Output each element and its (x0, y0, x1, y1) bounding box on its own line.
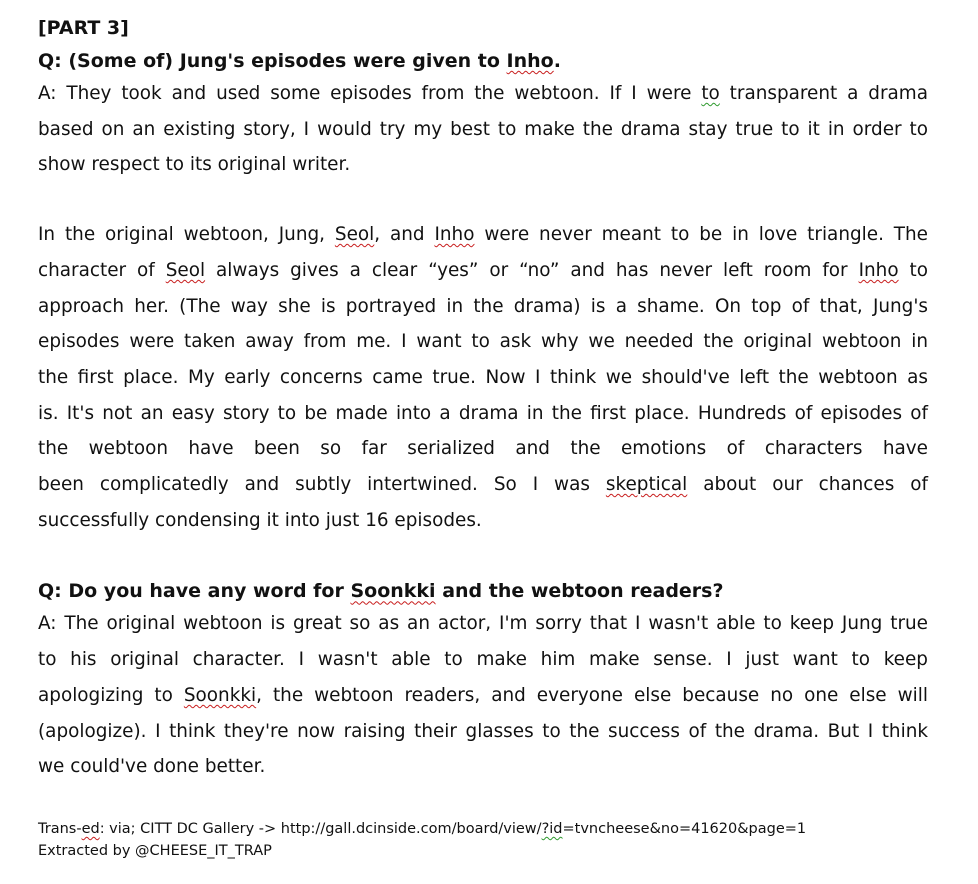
text-line (38, 467, 928, 503)
flagged-word: Inho (434, 224, 475, 246)
text-run: were never meant to be in love triangle. The (474, 224, 928, 246)
credits-footer (38, 818, 806, 862)
paragraph-gap (38, 538, 928, 572)
text-run: =tvncheese&no=41620&page=1 (562, 821, 807, 837)
text-line (38, 253, 928, 289)
text-line (38, 360, 928, 396)
text-run: A: The original webtoon is great so as an actor, I'm sorry that I wasn't able to keep Jung true (38, 613, 928, 635)
text-run: , and (374, 224, 435, 246)
text-run: In the original webtoon, Jung, (38, 224, 335, 246)
text-run: the webtoon have been so far serialized and the emotions of characters have (38, 438, 928, 460)
text-line (38, 147, 928, 183)
text-line (38, 217, 928, 253)
text-run: character of (38, 259, 166, 281)
text-line (38, 324, 928, 360)
text-run: , the webtoon readers, and everyone else because no one else will (256, 684, 928, 706)
text-run: (apologize). I think they're now raising their glasses to the success of the drama. But I think (38, 720, 928, 742)
text-run: apologizing to (38, 684, 184, 706)
answer-2-paragraph (38, 606, 928, 785)
text-line (38, 678, 928, 714)
question-1 (38, 46, 928, 76)
answer-1-paragraph-2 (38, 217, 928, 538)
text-run: to (898, 259, 928, 281)
source-line (38, 818, 806, 840)
paragraph-gap (38, 183, 928, 217)
text-run: based on an existing story, I would try my best to make the drama stay true to it in order to (38, 118, 928, 140)
text-run: transparent a drama (719, 83, 928, 104)
question-2 (38, 576, 928, 606)
part-heading: [PART 3] (38, 17, 129, 39)
flagged-word: Seol (165, 259, 206, 281)
text-line (38, 503, 928, 539)
flagged-word: skeptical (605, 474, 688, 496)
text-line (38, 714, 928, 750)
flagged-word: ed (81, 821, 100, 837)
text-run: we could've done better. (38, 756, 266, 778)
text-line (38, 396, 928, 432)
text-line (38, 431, 928, 467)
text-run: successfully condensing it into just 16 episodes. (38, 509, 482, 531)
text-line (38, 76, 928, 112)
text-line (38, 606, 928, 642)
text-line (38, 749, 928, 785)
question-1-text: Q: (Some of) Jung's episodes were given to (38, 50, 507, 72)
text-line (38, 112, 928, 148)
text-line (38, 289, 928, 325)
text-line (38, 642, 928, 678)
question-1-name: Inho (506, 50, 554, 72)
flagged-word: to (701, 83, 720, 104)
extracted-by-line: Extracted by @CHEESE_IT_TRAP (38, 843, 272, 859)
text-run: A: They took and used some episodes from the webtoon. If I were (38, 83, 702, 104)
question-1-end: . (553, 50, 561, 72)
text-run: show respect to its original writer. (38, 154, 351, 176)
text-run: the first place. My early concerns came true. Now I think we should've left the webtoon as (38, 366, 928, 388)
text-run: Trans- (38, 821, 82, 837)
flagged-word: ?id (541, 821, 563, 837)
text-run: episodes were taken away from me. I want to ask why we needed the original webtoon in (38, 331, 928, 353)
question-2-text: Q: Do you have any word for (38, 580, 351, 603)
flagged-word: Seol (334, 224, 375, 246)
text-run: about our chances of (687, 474, 928, 496)
text-run: to his original character. I wasn't able to make him make sense. I just want to keep (38, 649, 928, 671)
text-run: always gives a clear “yes” or “no” and has never left room for (205, 259, 859, 281)
document-page (38, 14, 928, 785)
answer-1-paragraph-1 (38, 76, 928, 183)
text-run: approach her. (The way she is portrayed in the drama) is a shame. On top of that, Jung's (38, 295, 928, 317)
text-run: is. It's not an easy story to be made into a drama in the first place. Hundreds of episodes of (38, 402, 928, 424)
flagged-word: Soonkki (183, 684, 257, 706)
question-2-name: Soonkki (350, 580, 436, 603)
question-2-end: and the webtoon readers? (435, 580, 724, 603)
text-run: : via; CITT DC Gallery -> http://gall.dcinside.com/board/view/ (99, 821, 542, 837)
flagged-word: Inho (858, 259, 899, 281)
text-run: been complicatedly and subtly intertwined. So I was (38, 474, 606, 496)
